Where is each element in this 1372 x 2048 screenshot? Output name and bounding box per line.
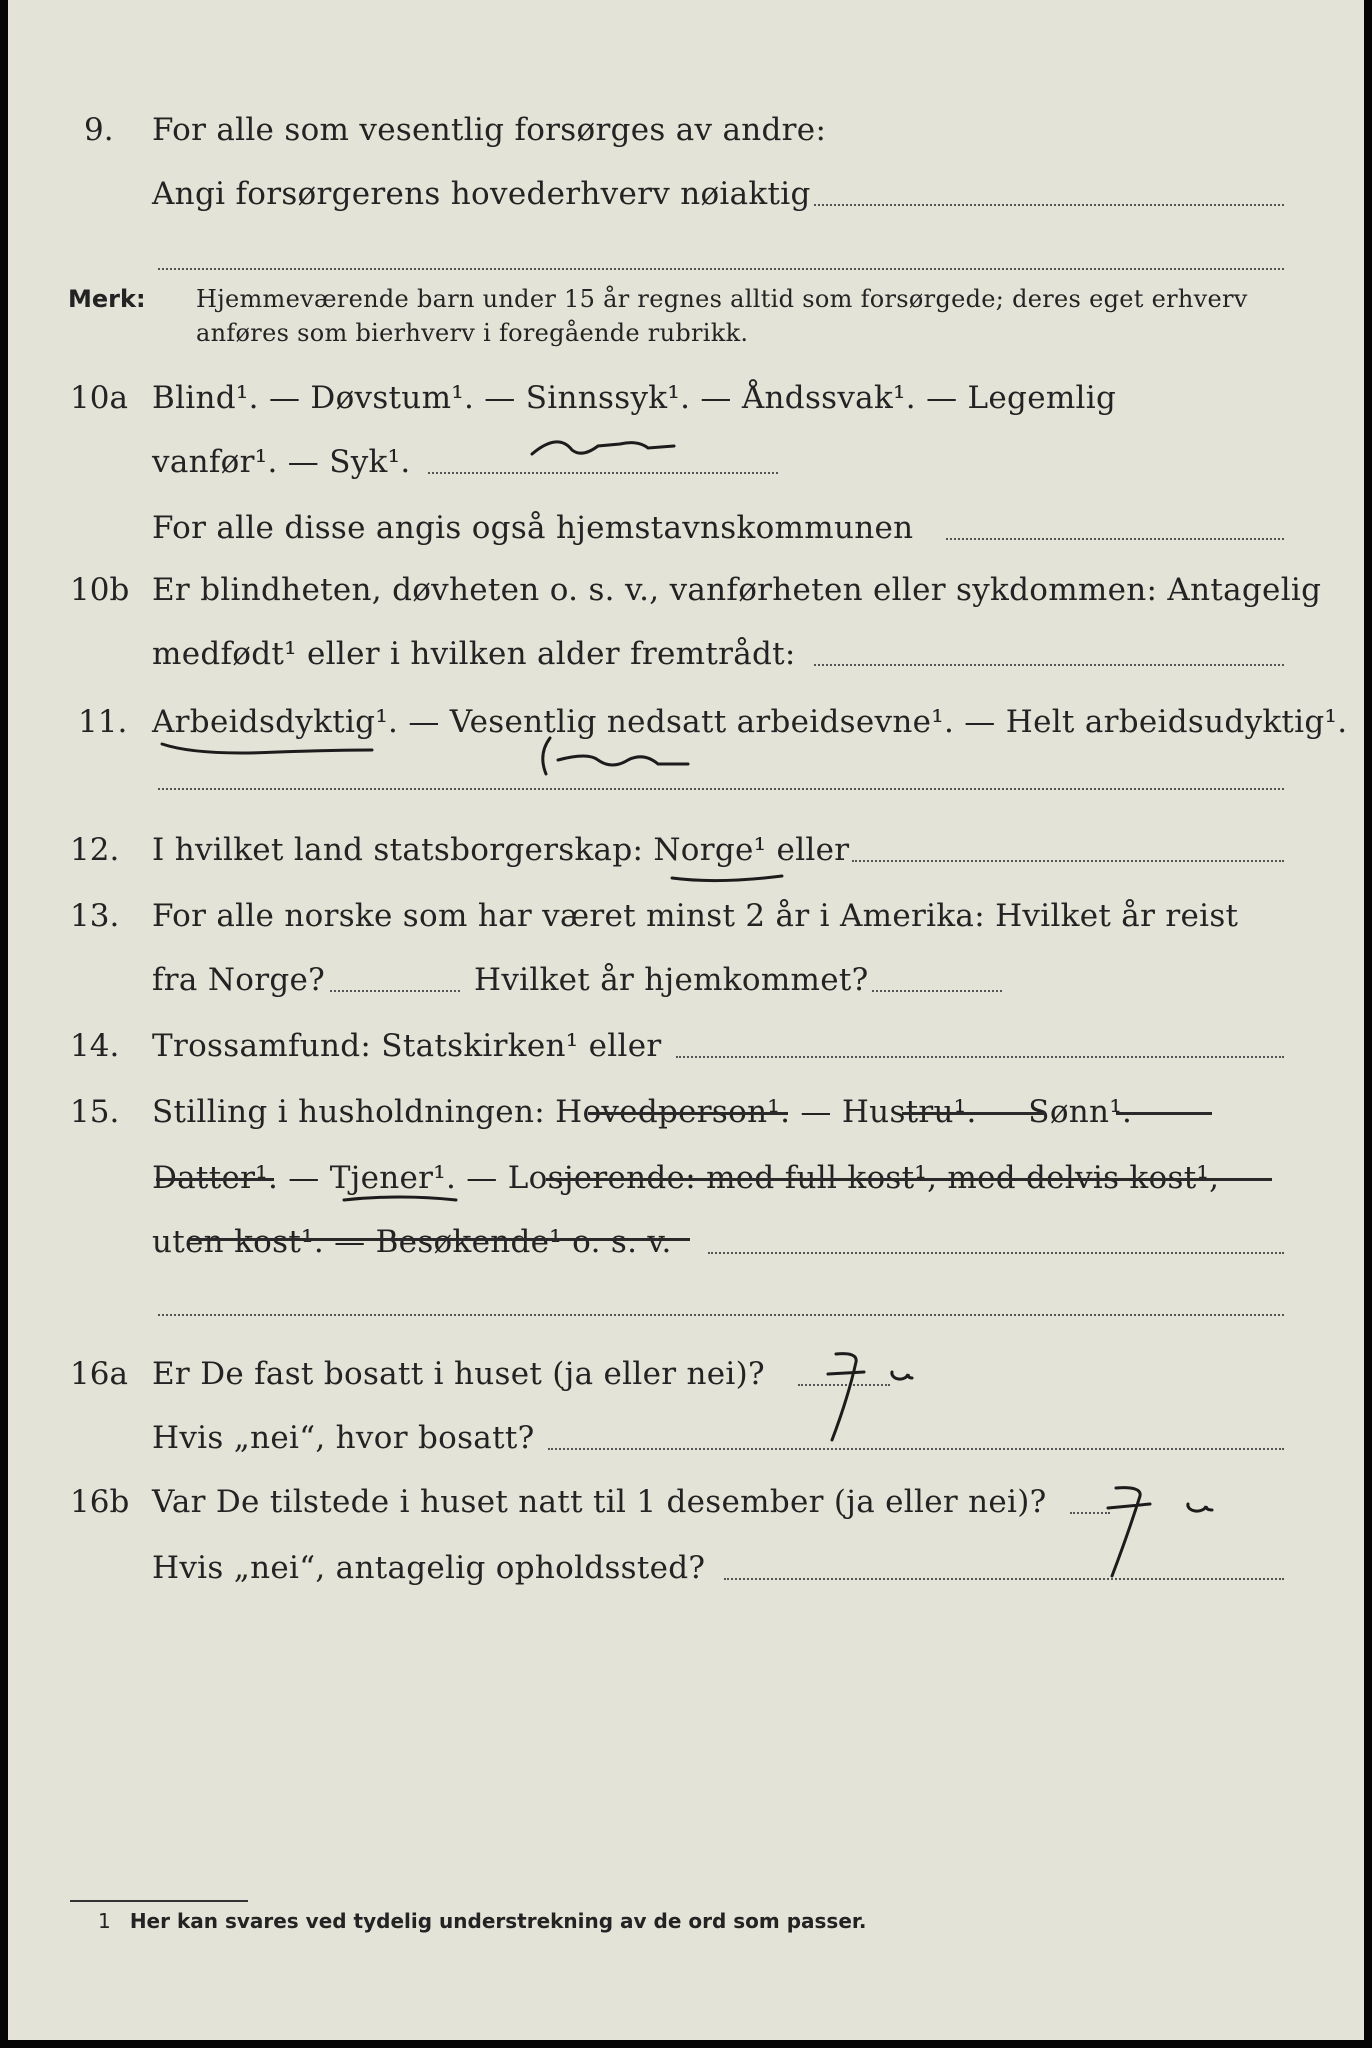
q16b-line1: Var De tilstede i huset natt til 1 desember (ja eller nei)? <box>152 1484 1047 1520</box>
q14-number: 14. <box>70 1028 120 1064</box>
q10a-line1: Blind¹. — Døvstum¹. — Sinnssyk¹. — Åndssvak¹. — Legemlig <box>152 380 1117 416</box>
strike-datter <box>156 1178 274 1181</box>
q15-line3: uten kost¹. — Besøkende¹ o. s. v. <box>152 1224 672 1260</box>
q11-answer-line[interactable] <box>158 788 1284 790</box>
q10b-line1: Er blindheten, døvheten o. s. v., vanførheten eller sykdommen: Antagelig <box>152 572 1322 608</box>
q13-number: 13. <box>70 898 120 934</box>
q15-line2: Datter¹. — Tjener¹. — Losjerende: med full kost¹, med delvis kost¹, <box>152 1160 1220 1196</box>
q12-number: 12. <box>70 832 120 868</box>
q13-return-line[interactable] <box>872 990 1002 992</box>
q9-number: 9. <box>84 112 114 148</box>
strike-sonn <box>1116 1112 1212 1115</box>
q10a-answer-line[interactable] <box>428 472 778 474</box>
merk-line1: Hjemmeværende barn under 15 år regnes alltid som forsørgede; deres eget erhverv <box>196 285 1248 313</box>
q16b-handwritten-answer <box>1058 1474 1238 1584</box>
q10b-line2: medfødt¹ eller i hvilken alder fremtrådt: <box>152 636 796 672</box>
q16b-whereabouts-line[interactable] <box>724 1578 1284 1580</box>
q13-line2a: fra Norge? <box>152 962 326 998</box>
q15-answer-line-2[interactable] <box>158 1314 1284 1316</box>
q9-line1: For alle som vesentlig forsørges av andre: <box>152 112 827 148</box>
handwritten-dash-mark-2 <box>528 730 708 780</box>
merk-label: Merk: <box>68 285 146 313</box>
q10b-answer-line[interactable] <box>814 664 1284 666</box>
q16b-line2: Hvis „nei“, antagelig opholdssted? <box>152 1550 706 1586</box>
q16a-residence-line[interactable] <box>548 1448 1284 1450</box>
footnote-rule <box>70 1900 248 1902</box>
q13-departure-line[interactable] <box>330 990 460 992</box>
underline-arbeidsdyktig <box>158 736 378 760</box>
strike-losjerende <box>546 1178 1272 1181</box>
strike-hustru <box>902 1112 1046 1115</box>
q10a-line2: vanfør¹. — Syk¹. <box>152 444 411 480</box>
q13-line1: For alle norske som har været minst 2 år i Amerika: Hvilket år reist <box>152 898 1239 934</box>
q12-line1: I hvilket land statsborgerskap: Norge¹ eller <box>152 832 850 868</box>
handwritten-dash-mark <box>528 424 678 464</box>
strike-uten-kost <box>190 1238 690 1241</box>
q15-line1: Stilling i husholdningen: Hovedperson¹. — Hustru¹. — Sønn¹. — <box>152 1094 1174 1130</box>
q16a-line2: Hvis „nei“, hvor bosatt? <box>152 1420 535 1456</box>
q16a-line1: Er De fast bosatt i huset (ja eller nei)? <box>152 1356 765 1392</box>
footnote-mark: 1 <box>98 1909 111 1933</box>
q13-line2b: Hvilket år hjemkommet? <box>474 962 869 998</box>
q14-answer-line[interactable] <box>676 1056 1284 1058</box>
q15-answer-line[interactable] <box>708 1252 1284 1254</box>
q10b-number: 10b <box>70 572 130 608</box>
q9-line2: Angi forsørgerens hovederhverv nøiaktig <box>152 176 811 212</box>
q16b-number: 16b <box>70 1484 130 1520</box>
q11-line1: Arbeidsdyktig¹. — Vesentlig nedsatt arbeidsevne¹. — Helt arbeidsudyktig¹. <box>152 704 1348 740</box>
merk-line2: anføres som bierhverv i foregående rubrikk. <box>196 319 749 347</box>
footnote <box>98 1908 867 1934</box>
q10a-number: 10a <box>70 380 128 416</box>
q11-number: 11. <box>78 704 128 740</box>
q12-answer-line[interactable] <box>852 860 1284 862</box>
footnote-text: Her kan svares ved tydelig understrekning av de ord som passer. <box>129 1909 867 1933</box>
q16a-handwritten-answer <box>788 1348 948 1448</box>
q15-number: 15. <box>70 1094 120 1130</box>
census-form-page <box>8 0 1364 2040</box>
underline-tjener <box>340 1190 460 1208</box>
q10a-line3: For alle disse angis også hjemstavnskommunen <box>152 510 914 546</box>
q9-answer-line-2[interactable] <box>158 268 1284 270</box>
q9-answer-line[interactable] <box>814 204 1284 206</box>
strike-hovedperson <box>588 1112 788 1115</box>
q16a-number: 16a <box>70 1356 128 1392</box>
underline-norge <box>668 868 788 888</box>
q14-line1: Trossamfund: Statskirken¹ eller <box>152 1028 662 1064</box>
q10a-hometown-line[interactable] <box>946 538 1284 540</box>
